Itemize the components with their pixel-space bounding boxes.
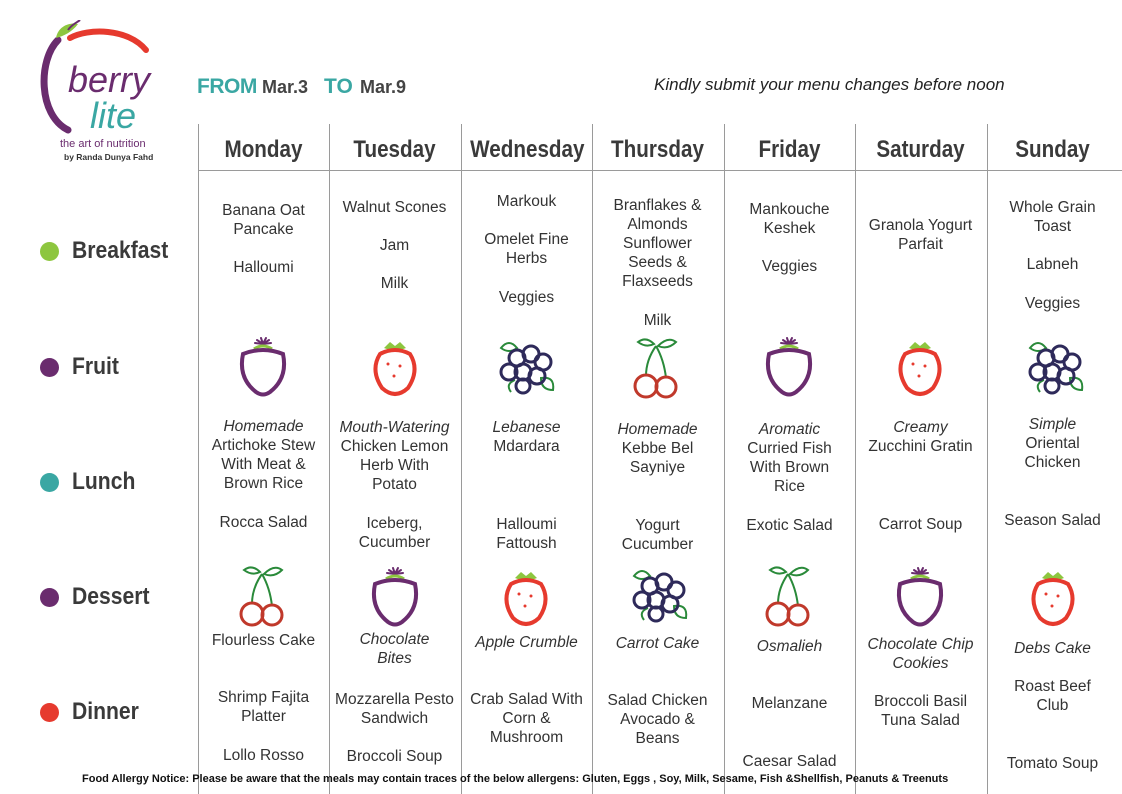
strawberry-icon — [493, 566, 559, 632]
menu-item: Curried Fish With Brown Rice — [747, 440, 832, 495]
svg-text:berry: berry — [68, 59, 151, 100]
grapes-icon — [493, 334, 559, 400]
plum-icon — [756, 336, 822, 402]
menu-item: Kebbe Bel Sayniye — [621, 440, 694, 476]
strawberry-icon — [362, 336, 428, 402]
menu-item: Carrot Cake — [615, 635, 700, 652]
strawberry-icon — [887, 336, 953, 402]
menu-item-style: Aromatic — [758, 421, 821, 438]
header-divider — [198, 170, 1122, 171]
grapes-icon — [1022, 334, 1088, 400]
meal-label: Fruit — [72, 353, 119, 380]
day-header-wednesday: Wednesday — [470, 136, 585, 163]
day-header-saturday: Saturday — [876, 136, 965, 163]
plum-icon — [362, 566, 428, 632]
menu-item: Season Salad — [1004, 512, 1101, 529]
menu-item: Mdardara — [493, 438, 560, 455]
menu-item: Carrot Soup — [878, 516, 963, 533]
logo-byline: by Randa Dunya Fahd — [64, 152, 154, 162]
menu-item: Halloumi — [233, 259, 294, 276]
menu-item: Shrimp Fajita Platter — [217, 689, 310, 725]
menu-item: Chocolate Chip Cookies — [867, 636, 974, 672]
meal-row-dessert — [40, 582, 160, 612]
grapes-icon — [626, 562, 692, 628]
logo-tagline: the art of nutrition — [60, 138, 146, 150]
meal-label: Breakfast — [72, 237, 169, 264]
menu-item: Broccoli Basil Tuna Salad — [873, 693, 968, 729]
from-date: Mar.3 — [262, 77, 309, 97]
cherries-icon — [624, 334, 690, 400]
menu-item: Debs Cake — [1014, 640, 1091, 657]
menu-item-style: Homemade — [223, 418, 304, 435]
menu-item: Osmalieh — [756, 638, 823, 655]
menu-item: Roast Beef Club — [1014, 678, 1091, 714]
menu-item: Mankouche Keshek — [749, 201, 830, 237]
meal-row-dinner — [40, 697, 148, 727]
plum-icon — [230, 336, 296, 402]
menu-item: Markouk — [496, 193, 557, 210]
dessert-dot — [40, 588, 59, 607]
svg-text:lite: lite — [90, 95, 137, 136]
fruit-dot — [40, 358, 59, 377]
cherries-icon — [230, 562, 296, 628]
menu-item-style: Creamy — [893, 419, 948, 436]
menu-item: Lollo Rosso — [223, 747, 304, 764]
breakfast-dot — [40, 242, 59, 261]
menu-item: Milk — [643, 312, 672, 329]
menu-item: Apple Crumble — [475, 634, 578, 651]
menu-item: Veggies — [761, 258, 818, 275]
menu-item-style: Mouth-Watering — [339, 419, 450, 436]
lunch-dot — [40, 473, 59, 492]
menu-item: Melanzane — [751, 695, 828, 712]
menu-item: Milk — [380, 275, 409, 292]
menu-item: Granola Yogurt Parfait — [868, 217, 973, 253]
dinner-dot — [40, 703, 59, 722]
menu-item: Artichoke Stew With Meat & Brown Rice — [211, 437, 316, 492]
menu-item: Zucchini Gratin — [868, 438, 973, 455]
plum-icon — [887, 566, 953, 632]
day-header-friday: Friday — [758, 136, 821, 163]
submission-note: Kindly submit your menu changes before noon — [654, 75, 1005, 94]
meal-label: Lunch — [72, 468, 136, 495]
meal-row-breakfast — [40, 236, 181, 266]
meal-label: Dessert — [72, 583, 150, 610]
meal-label: Dinner — [72, 698, 139, 725]
menu-item: Salad Chicken Avocado & Beans — [607, 692, 708, 747]
from-label: FROM — [197, 75, 257, 98]
menu-item: Walnut Scones — [342, 199, 447, 216]
menu-item: Jam — [379, 237, 410, 254]
menu-item: Exotic Salad — [746, 517, 833, 534]
menu-item: Banana Oat Pancake — [222, 202, 305, 238]
menu-item: Mozzarella Pesto Sandwich — [335, 691, 454, 727]
menu-item: Chocolate Bites — [359, 631, 430, 667]
day-header-thursday: Thursday — [611, 136, 704, 163]
menu-item: Chicken Lemon Herb With Potato — [340, 438, 449, 493]
menu-item: Branflakes & Almonds Sunflower Seeds & Flaxseeds — [613, 197, 702, 290]
menu-item-style: Homemade — [617, 421, 698, 438]
cherries-icon — [756, 562, 822, 628]
meal-row-lunch — [40, 467, 144, 497]
menu-item-style: Simple — [1028, 416, 1077, 433]
menu-item: Whole Grain Toast — [1009, 199, 1096, 235]
menu-item: Iceberg, Cucumber — [358, 515, 431, 551]
menu-item: Broccoli Soup — [346, 748, 443, 765]
strawberry-icon — [1020, 566, 1086, 632]
menu-item: Rocca Salad — [219, 514, 308, 531]
day-header-monday: Monday — [224, 136, 303, 163]
menu-item: Caesar Salad — [742, 753, 837, 770]
menu-item: Yogurt Cucumber — [621, 517, 694, 553]
menu-item: Halloumi Fattoush — [496, 516, 557, 552]
menu-item: Veggies — [498, 289, 555, 306]
menu-item: Veggies — [1024, 295, 1081, 312]
menu-item: Crab Salad With Corn & Mushroom — [470, 691, 583, 746]
day-header-sunday: Sunday — [1015, 136, 1090, 163]
menu-item: Tomato Soup — [1006, 755, 1099, 772]
meal-row-fruit — [40, 352, 125, 382]
day-header-tuesday: Tuesday — [353, 136, 436, 163]
menu-item: Oriental Chicken — [1024, 435, 1081, 471]
menu-item: Labneh — [1026, 256, 1079, 273]
allergy-notice: Food Allergy Notice: Please be aware that the meals may contain traces of the below allergens: Gluten, Eggs , Soy, Milk, Sesame, Fish &Shellfish, Peanuts & Treenuts — [82, 773, 949, 785]
menu-item: Flourless Cake — [211, 632, 316, 649]
to-date: Mar.9 — [360, 77, 407, 97]
to-label: TO — [324, 75, 353, 98]
menu-item: Omelet Fine Herbs — [484, 231, 569, 267]
menu-item-style: Lebanese — [492, 419, 561, 436]
